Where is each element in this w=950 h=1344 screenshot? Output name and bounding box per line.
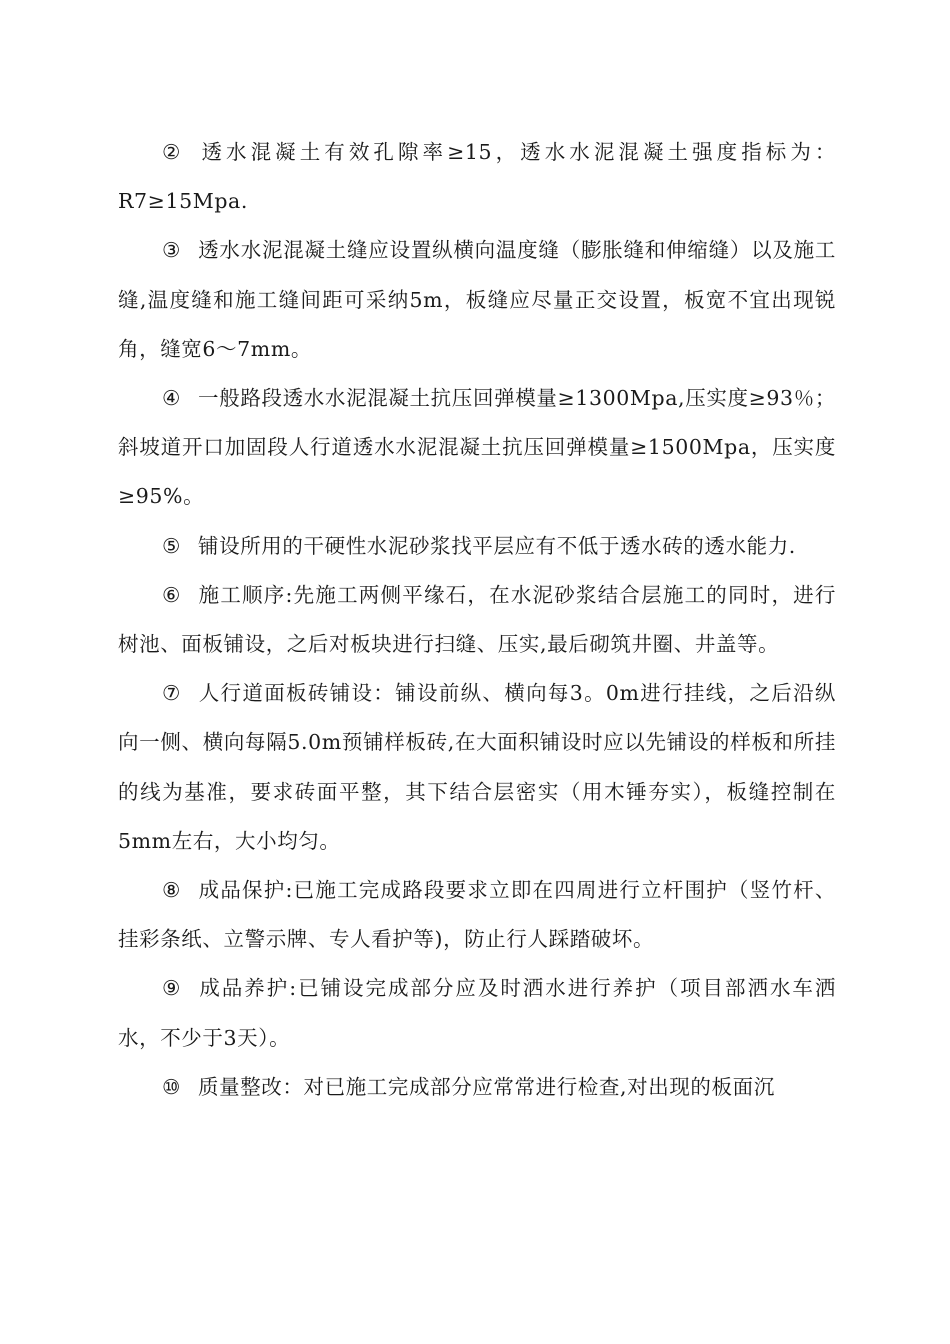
paragraph-2: [118, 128, 836, 226]
paragraph-text: 透水水泥混凝土缝应设置纵横向温度缝（膨胀缝和伸缩缝）以及施工缝,温度缝和施工缝间距可采纳5m，板缝应尽量正交设置，板宽不宜出现锐角，缝宽6～7mm。: [118, 238, 836, 361]
paragraph-6: [118, 571, 836, 669]
paragraph-text: 铺设所用的干硬性水泥砂浆找平层应有不低于透水砖的透水能力.: [198, 533, 796, 558]
paragraph-9: [118, 964, 836, 1062]
paragraph-4: [118, 374, 836, 522]
paragraph-text: 一般路段透水水泥混凝土抗压回弹模量≥1300Mpa,压实度≥93％；斜坡道开口加固段人行道透水水泥混凝土抗压回弹模量≥1500Mpa，压实度≥95%。: [118, 386, 836, 509]
paragraph-number: ③: [162, 238, 181, 263]
paragraph-number: ⑤: [162, 533, 181, 558]
paragraph-5: [118, 522, 836, 571]
paragraph-number: ⑥: [162, 582, 181, 607]
paragraph-number: ②: [162, 140, 181, 164]
paragraph-8: [118, 866, 836, 964]
document-body: [118, 128, 836, 1112]
paragraph-10: [118, 1063, 836, 1112]
paragraph-text: 施工顺序:先施工两侧平缘石，在水泥砂浆结合层施工的同时，进行树池、面板铺设，之后对板块进行扫缝、压实,最后砌筑井圈、井盖等。: [118, 582, 836, 657]
paragraph-7: [118, 669, 836, 866]
paragraph-number: ⑧: [162, 878, 181, 903]
paragraph-3: [118, 226, 836, 374]
paragraph-text: 透水混凝土有效孔隙率≥15，透水水泥混凝土强度指标为：R7≥15Mpa.: [118, 140, 836, 214]
paragraph-text: 质量整改：对已施工完成部分应常常进行检查,对出现的板面沉: [198, 1074, 775, 1099]
paragraph-number: ⑦: [162, 681, 181, 706]
paragraph-number: ⑩: [162, 1074, 181, 1099]
paragraph-text: 成品养护:已铺设完成部分应及时洒水进行养护（项目部洒水车洒水，不少于3天）。: [118, 976, 836, 1050]
paragraph-text: 成品保护:已施工完成路段要求立即在四周进行立杆围护（竖竹杆、挂彩条纸、立警示牌、专人看护等)，防止行人踩踏破坏。: [118, 878, 836, 952]
paragraph-text: 人行道面板砖铺设：铺设前纵、横向每3。0m进行挂线，之后沿纵向一侧、横向每隔5.0m预铺样板砖,在大面积铺设时应以先铺设的样板和所挂的线为基准，要求砖面平整，其下结合层密实（用木锤夯实），板缝控制在5mm左右，大小均匀。: [118, 681, 836, 853]
paragraph-number: ④: [162, 386, 181, 411]
paragraph-number: ⑨: [162, 976, 181, 1001]
